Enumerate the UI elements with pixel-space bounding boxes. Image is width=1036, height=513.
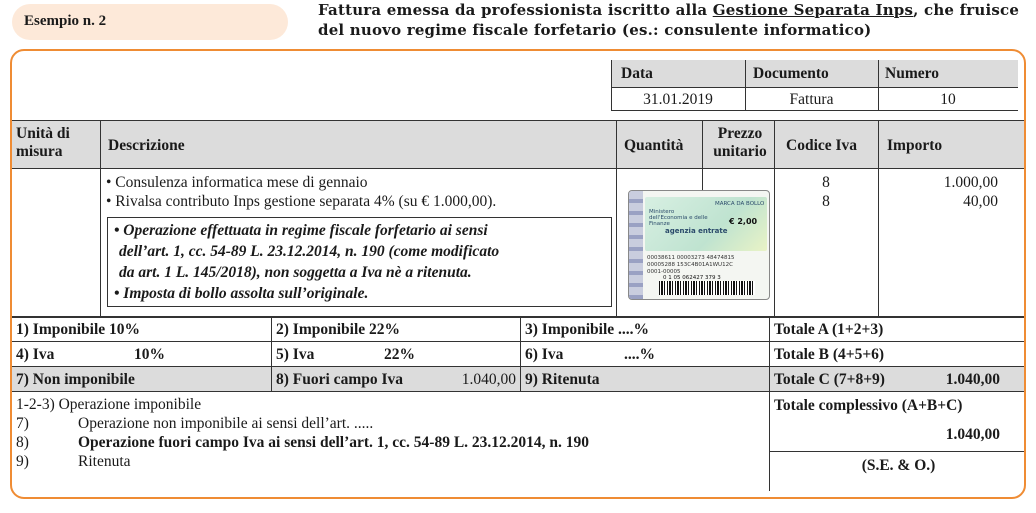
line-1-importo: 1.000,00 — [943, 174, 998, 191]
iva-22-rate: 22% — [384, 346, 415, 363]
col-quantita: Quantità — [624, 137, 684, 154]
line-item-2: • Rivalsa contributo Inps gestione separata 4% (su € 1.000,00). — [106, 193, 497, 210]
legend-9: Ritenuta — [78, 453, 131, 470]
col-unita-l1: Unità di — [16, 125, 70, 142]
imponibile-other: 3) Imponibile ....% — [525, 321, 650, 338]
iva-other-rate: ....% — [624, 346, 655, 363]
stamp-codes-1: 00038611 00003273 48474815 — [647, 255, 735, 261]
line-2-importo: 40,00 — [963, 193, 998, 210]
line-1-codice: 8 — [822, 174, 830, 191]
stamp-amount: € 2,00 — [729, 217, 758, 226]
imponibile-10: 1) Imponibile 10% — [16, 321, 141, 338]
col-unita-l2: misura — [16, 143, 63, 160]
iva-22-label: 5) Iva — [276, 346, 315, 363]
col-prezzo-l2: unitario — [713, 143, 767, 160]
note-line-1: • Operazione effettuata in regime fiscale forfetario ai sensi — [114, 222, 488, 239]
stamp-codes-3: 0001-00005 — [647, 269, 681, 275]
legend-7: Operazione non imponibile ai sensi dell’art. ..... — [78, 415, 374, 432]
stamp-codes-2: 00005288 153C4B01A1WU12C — [647, 262, 733, 268]
page-heading — [318, 0, 1028, 40]
imponibile-22: 2) Imponibile 22% — [276, 321, 401, 338]
iva-10-label: 4) Iva — [16, 346, 55, 363]
iva-other-label: 6) Iva — [525, 346, 564, 363]
line-2-codice: 8 — [822, 193, 830, 210]
ritenuta-label: 9) Ritenuta — [525, 371, 600, 388]
invoice-frame — [10, 49, 1026, 499]
documento-value: Fattura — [789, 91, 834, 108]
legend-8: Operazione fuori campo Iva ai sensi dell’art. 1, cc. 54-89 L. 23.12.2014, n. 190 — [78, 434, 590, 451]
totale-c-value: 1.040,00 — [945, 371, 1000, 388]
legend-1-2-3: 1-2-3) Operazione imponibile — [16, 396, 202, 413]
col-prezzo-l1: Prezzo — [717, 125, 763, 142]
totale-c-label: Totale C (7+8+9) — [774, 371, 885, 388]
stamp-ministero: Ministero dell'Economia e delle Finanze — [649, 209, 708, 227]
data-value: 31.01.2019 — [643, 91, 713, 108]
example-badge: Esempio n. 2 — [12, 4, 288, 40]
stamp-barcode — [659, 281, 755, 295]
note-line-4: • Imposta di bollo assolta sull’originale. — [114, 285, 369, 302]
numero-label: Numero — [885, 65, 939, 82]
col-descrizione: Descrizione — [108, 137, 185, 154]
note-line-2: dell’art. 1, cc. 54-89 L. 23.12.2014, n. 190 (come modificato — [119, 243, 500, 260]
totale-complessivo-value: 1.040,00 — [945, 426, 1000, 443]
iva-10-rate: 10% — [134, 346, 165, 363]
numero-value: 10 — [940, 91, 956, 108]
col-unita — [16, 125, 70, 161]
col-prezzo — [705, 125, 775, 161]
col-importo: Importo — [887, 137, 943, 154]
documento-label: Documento — [753, 65, 829, 82]
stamp-marca: MARCA DA BOLLO — [715, 201, 765, 207]
seo-note: (S.E. & O.) — [861, 457, 936, 474]
heading-underlined: Gestione Separata Inps — [712, 1, 914, 19]
line-item-1: • Consulenza informatica mese di gennaio — [106, 174, 368, 191]
heading-part2: , che fruisce del nuovo regime fiscale forfetario (es.: consulente informatico) — [318, 1, 1020, 39]
stamp-side-strip — [629, 191, 643, 300]
revenue-stamp — [628, 190, 770, 300]
col-codice-iva: Codice Iva — [786, 137, 858, 154]
stamp-barcode-number: 0 1 05 062427 379 3 — [663, 275, 721, 281]
heading-part1: Fattura emessa da professionista iscritto alla — [318, 1, 713, 19]
data-label: Data — [621, 65, 653, 82]
totale-b: Totale B (4+5+6) — [774, 346, 885, 363]
legend-8-num: 8) — [16, 434, 29, 451]
fuori-campo-iva-label: 8) Fuori campo Iva — [276, 371, 404, 388]
regime-note-box — [107, 217, 612, 307]
legend-9-num: 9) — [16, 453, 29, 470]
note-line-3: da art. 1 L. 145/2018), non soggetta a Iva nè a ritenuta. — [119, 264, 472, 281]
totale-a: Totale A (1+2+3) — [774, 321, 884, 338]
non-imponibile: 7) Non imponibile — [16, 371, 135, 388]
fuori-campo-iva-value: 1.040,00 — [461, 371, 516, 388]
legend-7-num: 7) — [16, 415, 29, 432]
totale-complessivo-label: Totale complessivo (A+B+C) — [774, 397, 963, 414]
stamp-agenzia: agenzia entrate — [665, 227, 728, 235]
